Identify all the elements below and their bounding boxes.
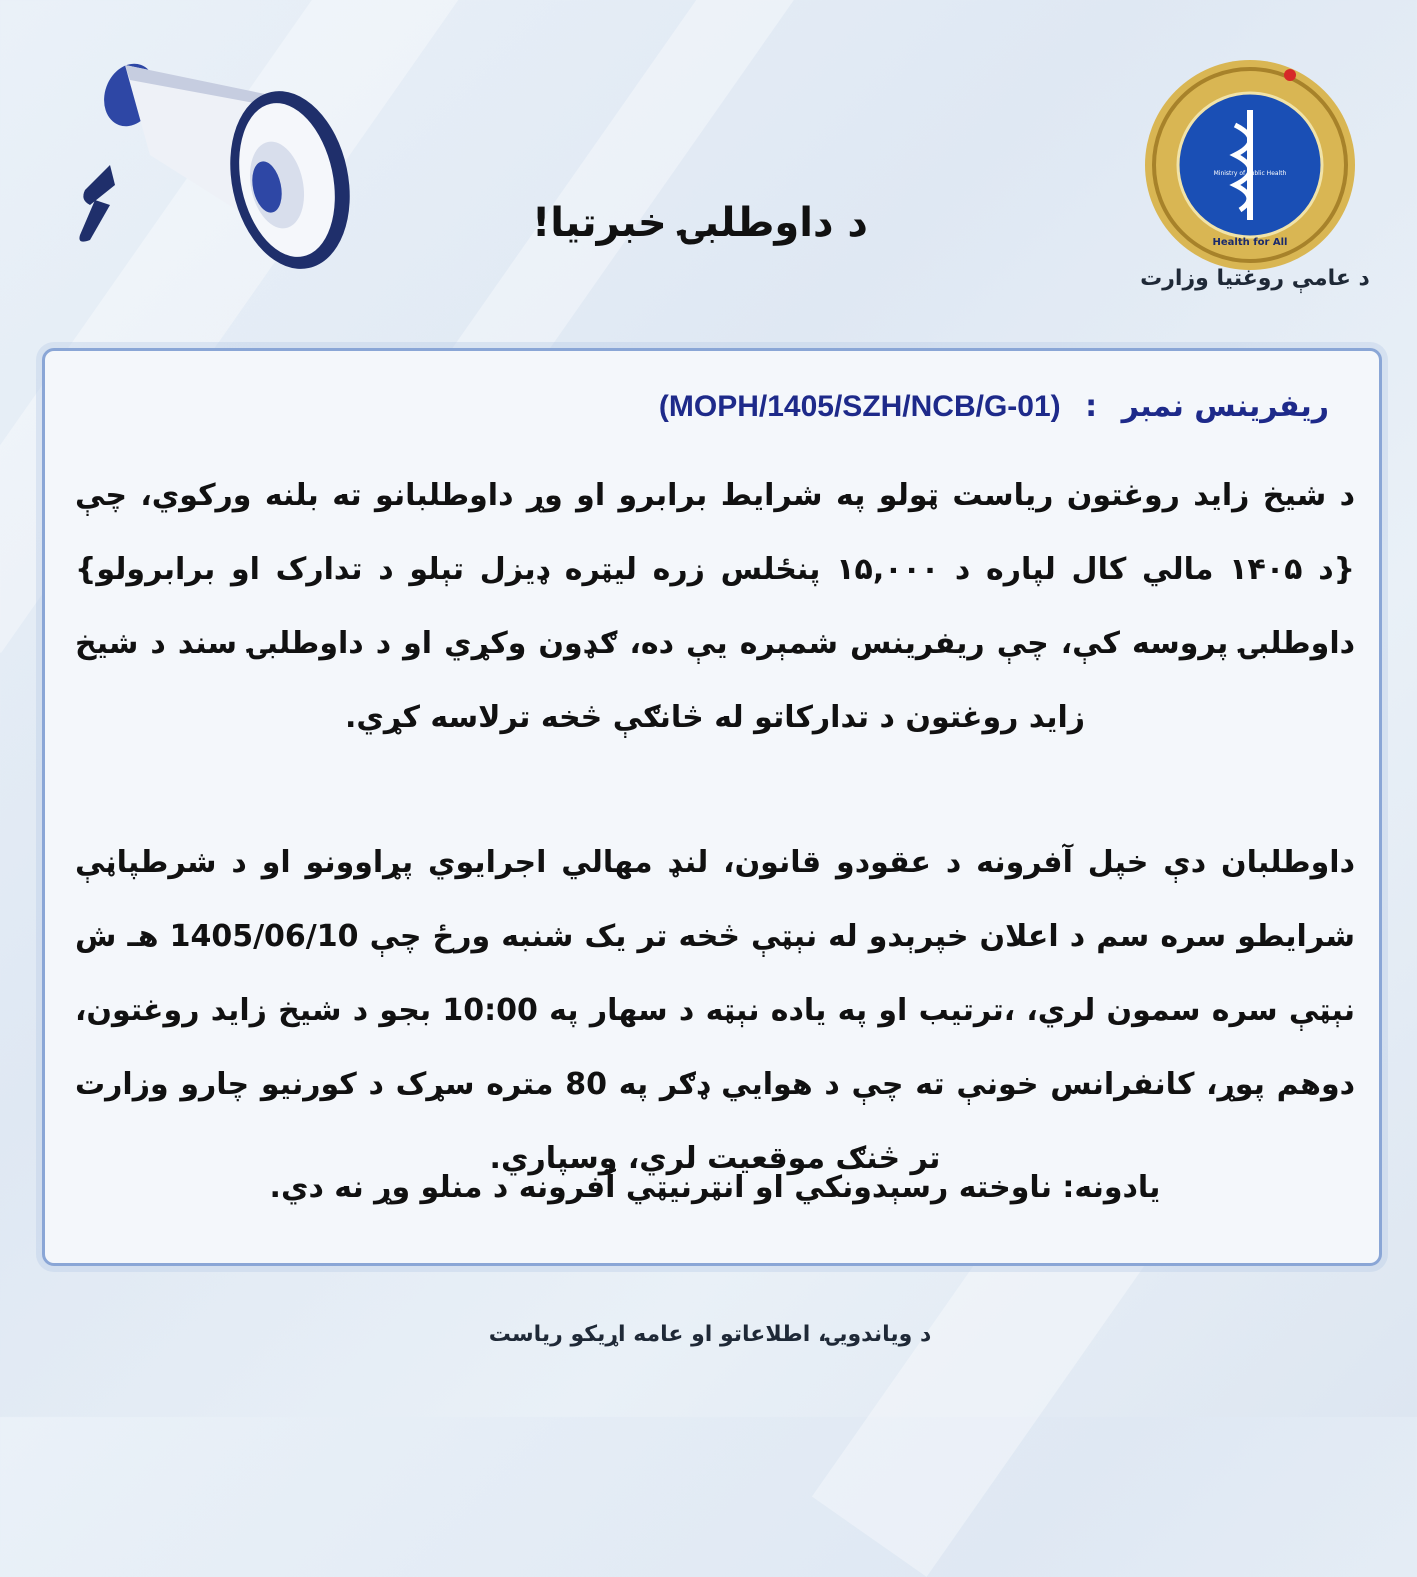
ministry-name: د عامې روغتیا وزارت	[1140, 266, 1370, 291]
announcement-paragraph-2: داوطلبان دې خپل آفرونه د عقودو قانون، لنډ مهالي اجرایوي پړاوونو او د شرطپاڼې شرایطو سره سم د اعلان خپرېدو له نېټې څخه تر یک شنبه ورځ چې 1405/06/10 هـ ش نېټې سره سمون لري، ،ترتیب او په یاده نېټه د سهار په 10:00 بجو د شیخ زاید روغتون، دوهم پوړ، کانفرانس خونې ته چې د هوایي ډګر په 80 متره سړک د کورنیو چارو وزارت تر څنګ موقعیت لري، وسپاري.	[75, 845, 1356, 1176]
reference-code: (MOPH/1405/SZH/NCB/G-01)	[658, 390, 1061, 423]
reference-separator: :	[1085, 389, 1098, 424]
megaphone-icon	[55, 35, 355, 295]
svg-text:Health for All: Health for All	[1212, 237, 1288, 248]
announcement-paragraph-1: د شیخ زاید روغتون ریاست ټولو په شرایط برابرو او وړ داوطلبانو ته بلنه ورکوي، چې {د ۱۴۰۵ مالي کال لپاره د ۱۵,۰۰۰ پنځلس زره لیټره ډیزل تېلو د تدارک او برابرولو} داوطلبۍ پروسه کې، چې ریفرینس شمېره یې ده، ګډون وکړي او د داوطلبۍ سند د شیخ زاید روغتون د تدارکاتو له څانګې څخه ترلاسه کړي.	[75, 478, 1356, 735]
reference-label: ریفرینس نمبر	[1121, 389, 1329, 424]
announcement-panel	[42, 348, 1382, 1266]
announcement-note: یادونه: ناوخته رسېدونکي او انټرنیټي آفرونه د منلو وړ نه دي.	[269, 1170, 1161, 1205]
reference-line	[659, 389, 1329, 424]
page-title: د داوطلبۍ خبرتیا!	[532, 200, 868, 246]
footer-department: د ویاندویۍ، اطلاعاتو او عامه اړیکو ریاست	[488, 1322, 932, 1347]
ministry-logo-icon	[1140, 55, 1360, 275]
svg-text:Ministry of Public Health: Ministry of Public Health	[1213, 170, 1287, 177]
